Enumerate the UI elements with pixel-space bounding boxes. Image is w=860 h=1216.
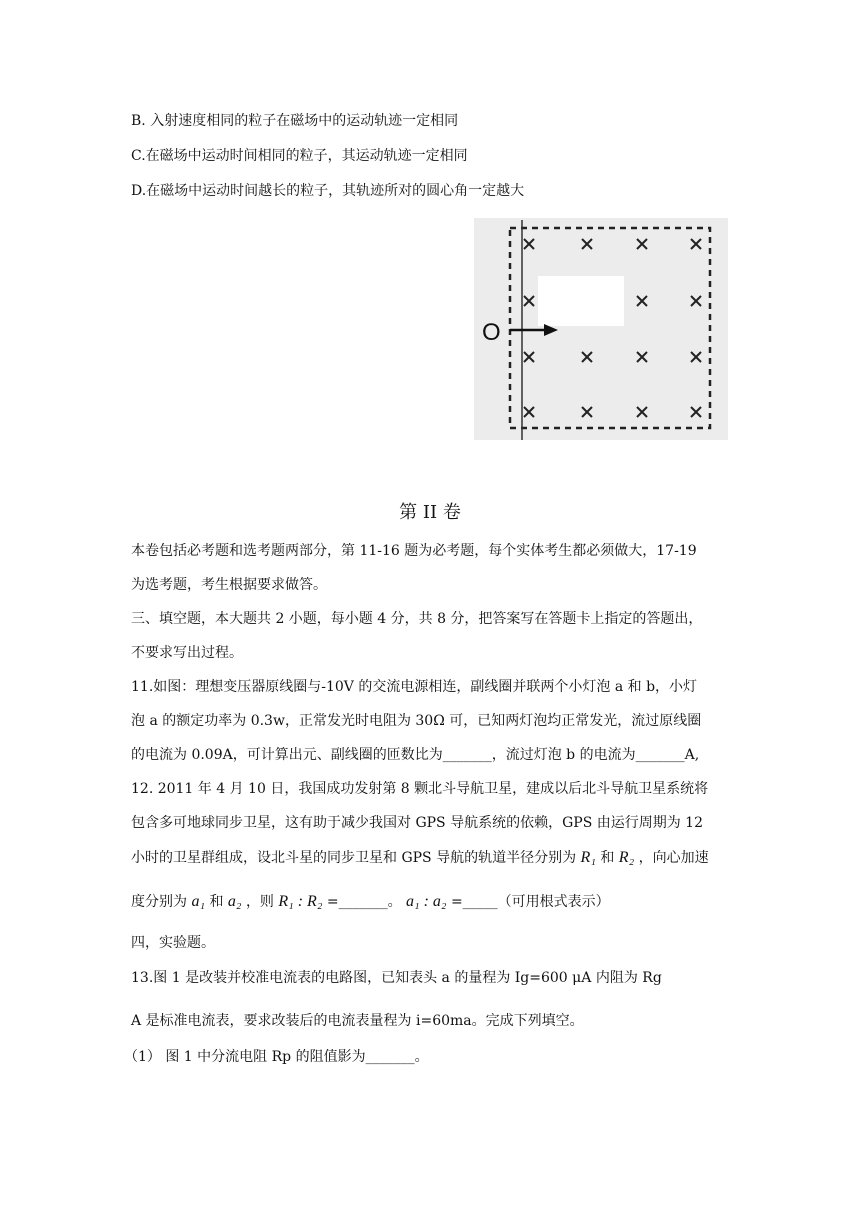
option-c: C.在磁场中运动时间相同的粒子，其运动轨迹一定相同 — [131, 148, 468, 164]
q12-line4-prefix: 度分别为 — [131, 894, 187, 910]
q11-line-2: 泡 a 的额定功率为 0.3w，正常发光时电阻为 30Ω 可，已知两灯泡均正常发光，流过原线圈 — [131, 713, 702, 729]
part4-heading: 四，实验题。 — [131, 935, 215, 951]
a1-symbol: a₁ — [191, 893, 206, 910]
a2-symbol: a₂ — [227, 893, 242, 910]
q12-line-3 — [131, 848, 709, 868]
q13-line-2: A 是标准电流表，要求改装后的电流表量程为 i=60ma。完成下列填空。 — [131, 1013, 584, 1029]
section-title: 第 II 卷 — [399, 502, 461, 523]
q12-line3-end: ，向心加速 — [638, 850, 709, 866]
erased-patch — [538, 276, 624, 326]
origin-label: O — [482, 319, 501, 346]
q13-line-3: （1） 图 1 中分流电阻 Rp 的阻值影为_______。 — [124, 1049, 429, 1065]
r1-symbol: R₁ — [580, 849, 596, 866]
q12-line-1: 12. 2011 年 4 月 10 日，我国成功发射第 8 颗北斗导航卫星，建成以后北斗导航卫星系统将 — [131, 781, 709, 797]
a-ratio: a₁ : a₂ — [406, 893, 447, 910]
q12-line-4 — [131, 892, 610, 912]
option-b: B. 入射速度相同的粒子在磁场中的运动轨迹一定相同 — [131, 113, 459, 129]
part3-line-1: 三、填空题，本大题共 2 小题，每小题 4 分，共 8 分，把答案写在答题卡上指定的答题出， — [131, 611, 703, 627]
option-d: D.在磁场中运动时间越长的粒子，其轨迹所对的圆心角一定越大 — [131, 183, 525, 199]
q12-line4-and: 和 — [209, 894, 224, 910]
magnetic-field-diagram — [474, 218, 728, 440]
q12-line3-and: 和 — [600, 850, 615, 866]
q12-line4-eq1: =_______。 — [326, 894, 402, 910]
intro-line-2: 为选考题，考生根据要求做答。 — [131, 577, 327, 593]
part3-line-2: 不要求写出过程。 — [131, 645, 243, 661]
q12-line4-then: ，则 — [245, 894, 274, 910]
r2-symbol: R₂ — [618, 849, 635, 866]
r-ratio: R₁ : R₂ — [278, 893, 323, 910]
q13-line-1: 13.图 1 是改装并校准电流表的电路图，已知表头 a 的量程为 Ig=600 μA 内阻为 Rg — [131, 970, 662, 986]
q11-line-1: 11.如图：理想变压器原线圈与-10V 的交流电源相连，副线圈并联两个小灯泡 a 和 b，小灯 — [131, 679, 698, 695]
q12-line4-eq2: =_____（可用根式表示） — [450, 894, 610, 910]
magnetic-field-figure — [474, 218, 728, 440]
field-boundary — [510, 228, 710, 428]
q11-line-3: 的电流为 0.09A，可计算出元、副线圈的匝数比为_______，流过灯泡 b 的电流为_______A, — [131, 747, 700, 763]
intro-line-1: 本卷包括必考题和选考题两部分，第 11-16 题为必考题，每个实体考生都必须做大，17-19 — [131, 543, 697, 559]
q12-line3-text: 小时的卫星群组成，设北斗星的同步卫星和 GPS 导航的轨道半径分别为 — [131, 850, 577, 866]
q12-line-2: 包含多可地球同步卫星，这有助于减少我国对 GPS 导航系统的依赖，GPS 由运行周期为 12 — [131, 815, 704, 831]
